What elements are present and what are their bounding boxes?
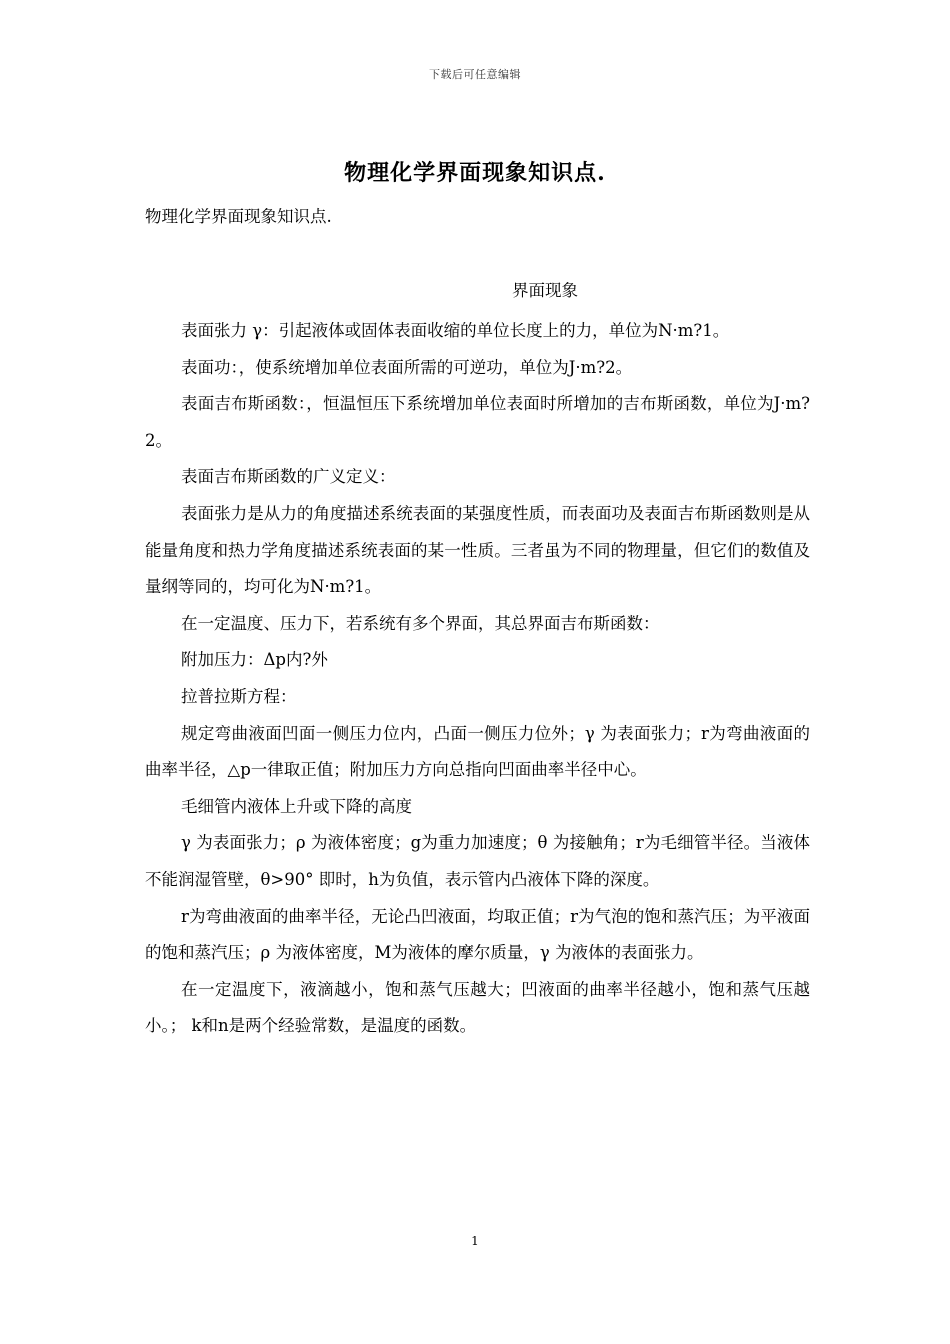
paragraph-capillary-height: 毛细管内液体上升或下降的高度 (181, 796, 412, 816)
page-number: 1 (471, 1234, 479, 1248)
header-note: 下载后可任意编辑 (429, 68, 521, 81)
paragraph-surface-tension: 表面张力 γ：引起液体或固体表面收缩的单位长度上的力，单位为N·m?1。 (181, 321, 730, 340)
paragraph-three-quantities: 表面张力是从力的角度描述系统表面的某强度性质，而表面功及表面吉布斯函数则是从能量角度和热力学角度描述系统表面的某一性质。三者虽为不同的物理量，但它们的数值及量纲等同的，均可化为N·m?1。 (145, 503, 810, 597)
document-subtitle: 物理化学界面现象知识点. (145, 207, 332, 226)
paragraph-total-interface-gibbs: 在一定温度、压力下，若系统有多个界面，其总界面吉布斯函数： (181, 613, 660, 633)
document-body (145, 313, 810, 1045)
document-title: 物理化学界面现象知识点. (344, 160, 606, 186)
paragraph-surface-gibbs: 表面吉布斯函数：，恒温恒压下系统增加单位表面时所增加的吉布斯函数，单位为J·m?2。 (145, 394, 810, 450)
paragraph-laplace-equation: 拉普拉斯方程： (181, 686, 297, 706)
paragraph-capillary-variables: γ 为表面张力；ρ 为液体密度；g为重力加速度；θ 为接触角；r为毛细管半径。当液体不能润湿管壁，θ>90° 即时，h为负值，表示管内凸液体下降的深度。 (145, 833, 810, 889)
paragraph-kelvin-variables: r为弯曲液面的曲率半径，无论凸凹液面，均取正值；r为气泡的饱和蒸汽压；为平液面的饱和蒸汽压；ρ 为液体密度，M为液体的摩尔质量，γ 为液体的表面张力。 (145, 906, 810, 963)
paragraph-vapor-pressure-conclusion: 在一定温度下，液滴越小，饱和蒸气压越大；凹液面的曲率半径越小，饱和蒸气压越小。； k和n是两个经验常数，是温度的函数。 (145, 979, 810, 1036)
paragraph-surface-work: 表面功：，使系统增加单位表面所需的可逆功，单位为J·m?2。 (181, 357, 633, 377)
paragraph-gibbs-general-definition: 表面吉布斯函数的广义定义： (181, 467, 396, 487)
paragraph-laplace-conventions: 规定弯曲液面凹面一侧压力位内，凸面一侧压力位外；γ 为表面张力；r为弯曲液面的曲率半径，△p一律取正值；附加压力方向总指向凹面曲率半径中心。 (145, 723, 810, 780)
section-heading: 界面现象 (512, 281, 578, 300)
paragraph-additional-pressure: 附加压力：Δp内?外 (181, 650, 328, 670)
